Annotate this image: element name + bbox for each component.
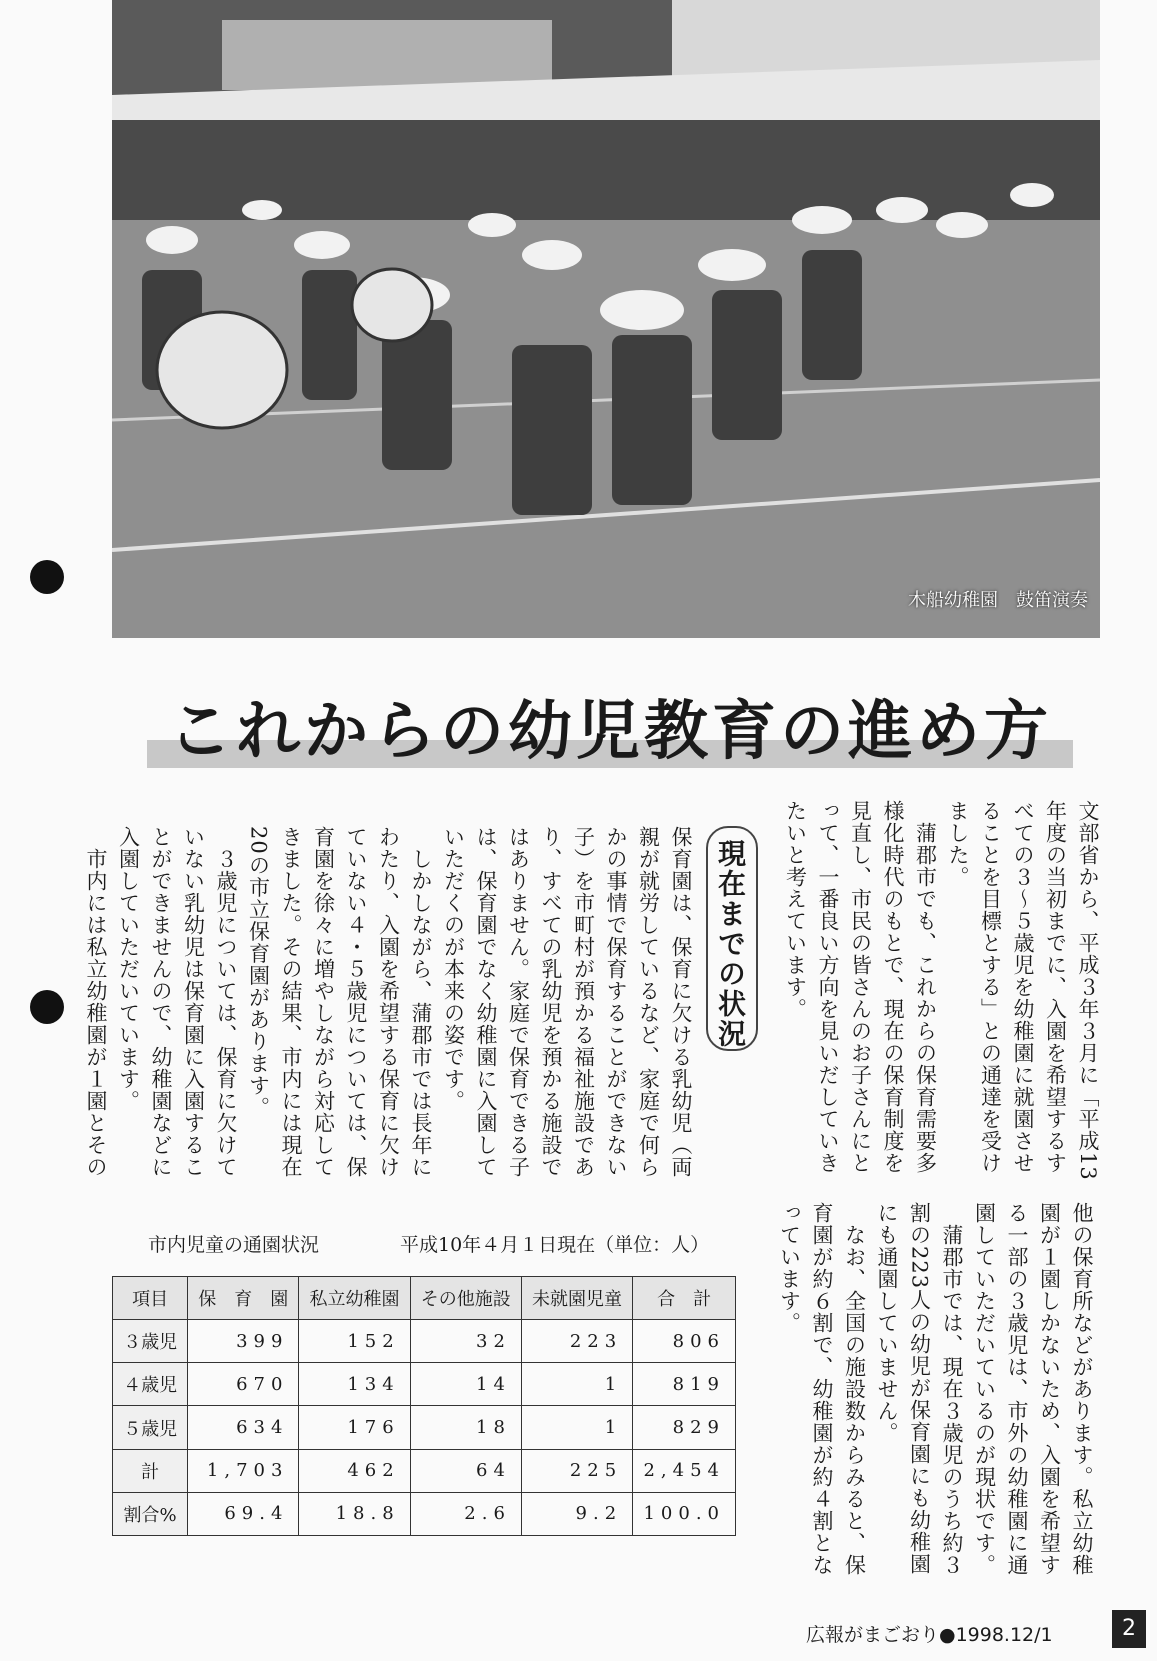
table-cell: 134 xyxy=(299,1363,410,1406)
page-headline: これからの幼児教育の進め方 xyxy=(168,695,1052,769)
row-label: 計 xyxy=(113,1449,188,1492)
table-cell: 18 xyxy=(410,1406,521,1449)
table-cell: 806 xyxy=(633,1320,736,1363)
table-cell: 1,703 xyxy=(188,1449,299,1492)
table-title: 市内児童の通園状況 xyxy=(148,1234,320,1256)
table-cell: 18.8 xyxy=(299,1492,410,1535)
row-label: ４歳児 xyxy=(113,1363,188,1406)
table-cell: 223 xyxy=(521,1320,632,1363)
body-paragraphs: 保育園は、保育に欠ける乳幼児（両親が就労しているなど、家庭で何らかの事情で保育することができない子）を市町村が預かる福祉施設であり、すべての乳幼児を預かる施設ではありません。家庭で保育できる子は、保育園でなく幼稚園に入園していただくのが本来の姿です。 しかしながら、蒲郡市では長年にわたり、入園を希望する保育に欠けていない４・５歳児については、保育園を徐々に増やしながら対応してきました。その結果、市内には現在20の市立保育園があります。 ３歳児については、保育に欠けていない乳幼児は保育園に入園することができませんので、幼稚園などに入園していただいています。 市内には私立幼稚園が１園とその xyxy=(84,826,693,1178)
enrollment-table xyxy=(112,1276,736,1536)
table-cell: 9.2 xyxy=(521,1492,632,1535)
photo-caption: 木船幼稚園 鼓笛演奏 xyxy=(908,590,1088,611)
table-cell: 69.4 xyxy=(188,1492,299,1535)
table-cell: 176 xyxy=(299,1406,410,1449)
table-header: 未就園児童 xyxy=(521,1277,632,1320)
footer-publication: 広報がまごおり●1998.12/1 xyxy=(806,1624,1053,1646)
intro-paragraph: 文部省から、平成３年３月に「平成13年度の当初までに、入園を希望するすべての３～５歳児を幼稚園に就園させることを目標とする」との通達を受けました。 蒲郡市でも、これからの保育需要多様化時代のもとで、現在の保育制度を見直し、市民の皆さんのお子さんにとって、一番良い方向を見いだしていきたいと考えています。 xyxy=(783,800,1100,1181)
table-note: 平成10年４月１日現在（単位：人） xyxy=(400,1234,710,1256)
table-cell: 634 xyxy=(188,1406,299,1449)
table-cell: 399 xyxy=(188,1320,299,1363)
table-header: その他施設 xyxy=(410,1277,521,1320)
row-label: 割合% xyxy=(113,1492,188,1535)
table-cell: 100.0 xyxy=(633,1492,736,1535)
table-cell: 64 xyxy=(410,1449,521,1492)
table-row xyxy=(113,1492,736,1535)
section-heading: 現在までの状況 xyxy=(706,826,758,1051)
table-header: 保 育 園 xyxy=(188,1277,299,1320)
table-cell: 2.6 xyxy=(410,1492,521,1535)
table-row xyxy=(113,1363,736,1406)
row-label: ５歳児 xyxy=(113,1406,188,1449)
continued-paragraph: 他の保育所などがあります。私立幼稚園が１園しかないため、入園を希望する一部の３歳児は、市外の幼稚園に通園していただいているのが現状です。 蒲郡市では、現在３歳児のうち約３割の223人の幼児が保育園にも幼稚園にも通園していません。 なお、全国の施設数からみると、保育園が約６割で、幼稚園が約４割となっています。 xyxy=(777,1202,1094,1576)
binder-hole xyxy=(30,990,64,1024)
table-cell: 32 xyxy=(410,1320,521,1363)
table-cell: 2,454 xyxy=(633,1449,736,1492)
table-row xyxy=(113,1406,736,1449)
table-header: 項目 xyxy=(113,1277,188,1320)
table-row xyxy=(113,1320,736,1363)
table-cell: 819 xyxy=(633,1363,736,1406)
table-row xyxy=(113,1449,736,1492)
table-cell: 462 xyxy=(299,1449,410,1492)
table-cell: 152 xyxy=(299,1320,410,1363)
table-cell: 14 xyxy=(410,1363,521,1406)
table-header-row xyxy=(113,1277,736,1320)
row-label: ３歳児 xyxy=(113,1320,188,1363)
binder-hole xyxy=(30,560,64,594)
table-header: 合 計 xyxy=(633,1277,736,1320)
parade-photo-illustration xyxy=(112,0,1100,638)
page-number: 2 xyxy=(1112,1610,1146,1648)
table-cell: 1 xyxy=(521,1363,632,1406)
table-cell: 1 xyxy=(521,1406,632,1449)
table-cell: 225 xyxy=(521,1449,632,1492)
table-header: 私立幼稚園 xyxy=(299,1277,410,1320)
cover-photo xyxy=(112,0,1100,638)
table-cell: 670 xyxy=(188,1363,299,1406)
table-cell: 829 xyxy=(633,1406,736,1449)
